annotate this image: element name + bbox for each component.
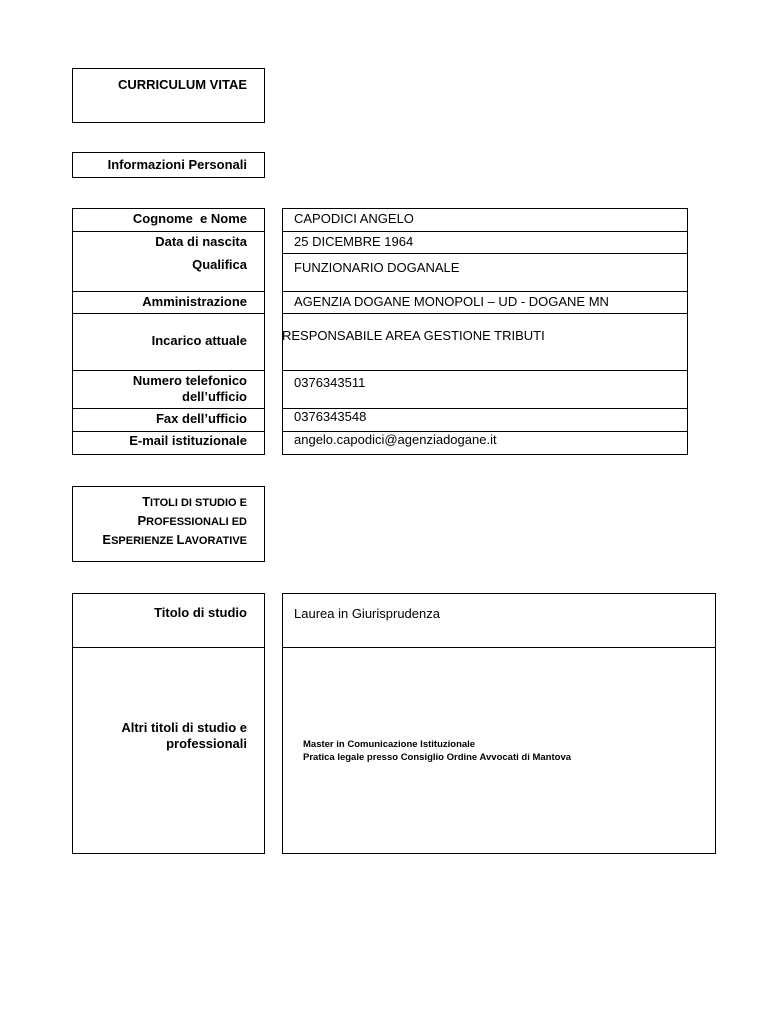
row-divider <box>72 370 265 371</box>
value-incarico-attuale: RESPONSABILE AREA GESTIONE TRIBUTI <box>282 328 545 343</box>
row-divider <box>282 370 688 371</box>
cv-title: CURRICULUM VITAE <box>117 77 247 92</box>
row-divider <box>72 408 265 409</box>
label-data-nascita: Data di nascita <box>155 234 247 249</box>
titles-line-1: TITOLI DI STUDIO E <box>142 494 247 509</box>
row-divider <box>282 291 688 292</box>
label-incarico-attuale: Incarico attuale <box>151 333 247 348</box>
row-divider <box>72 431 265 432</box>
label-cognome-nome: Cognome e Nome <box>132 211 247 226</box>
row-divider <box>72 313 265 314</box>
label-fax: Fax dell’ufficio <box>155 411 247 426</box>
row-divider <box>72 231 265 232</box>
label-altri-titoli-line1: Altri titoli di studio e <box>121 720 247 735</box>
value-data-nascita: 25 DICEMBRE 1964 <box>294 234 414 249</box>
row-divider <box>72 291 265 292</box>
row-divider <box>282 253 688 254</box>
value-altri-titoli-1: Master in Comunicazione Istituzionale <box>303 739 476 750</box>
education-value-column <box>282 593 716 854</box>
row-divider <box>282 647 716 648</box>
value-telefono: 0376343511 <box>294 375 366 390</box>
label-amministrazione: Amministrazione <box>142 294 247 309</box>
value-cognome-nome: CAPODICI ANGELO <box>294 211 414 226</box>
label-qualifica: Qualifica <box>192 257 247 272</box>
personal-section-title: Informazioni Personali <box>107 157 247 172</box>
label-email: E-mail istituzionale <box>129 433 247 448</box>
titles-section-title <box>72 493 247 550</box>
value-titolo-studio: Laurea in Giurisprudenza <box>294 606 440 621</box>
titles-line-3: ESPERIENZE LAVORATIVE <box>102 532 247 547</box>
label-titolo-studio: Titolo di studio <box>154 605 247 620</box>
row-divider <box>282 231 688 232</box>
row-divider <box>282 313 688 314</box>
value-fax: 0376343548 <box>294 409 367 424</box>
titles-line-2: PROFESSIONALI ED <box>137 513 247 528</box>
value-altri-titoli-2: Pratica legale presso Consiglio Ordine Avvocati di Mantova <box>303 752 572 763</box>
value-amministrazione: AGENZIA DOGANE MONOPOLI – UD - DOGANE MN <box>294 294 609 309</box>
value-email: angelo.capodici@agenziadogane.it <box>294 432 497 447</box>
label-altri-titoli-line2: professionali <box>166 736 247 751</box>
label-telefono-line1: Numero telefonico <box>132 373 247 388</box>
value-qualifica: FUNZIONARIO DOGANALE <box>294 260 460 275</box>
label-telefono-line2: dell’ufficio <box>182 389 247 404</box>
row-divider <box>72 647 265 648</box>
